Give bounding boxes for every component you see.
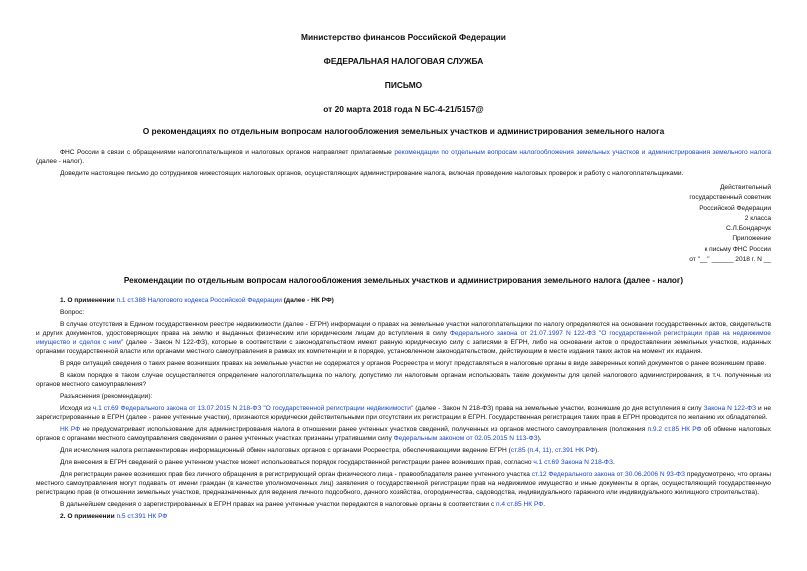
article-85-391-link[interactable]: ст.85 (п.4, 11), ст.391 НК РФ [510, 447, 596, 455]
law-218fz-link[interactable]: ч.1 ст.69 Федерального закона от 13.07.2015 N 218-ФЗ "О государственной регистрации недвижимости" [92, 405, 414, 413]
document-type: ПИСЬМО [384, 80, 423, 90]
intro-paragraph-1 [36, 148, 771, 166]
service-name: ФЕДЕРАЛЬНАЯ НАЛОГОВАЯ СЛУЖБА [323, 56, 484, 66]
article-69-218fz-link[interactable]: ч.1 ст.69 Закона N 218-ФЗ [533, 459, 613, 467]
a4-text: Для внесения в ЕГРН сведений о ранее учтенном участке может использоваться порядок государственной регистрации ранее возникших прав, согласно [60, 459, 534, 467]
a6-text: В дальнейшем сведения о зарегистрированных в ЕГРН правах на ранее учтенные участки передаются в налоговые органы в соответствии с [60, 501, 497, 509]
annex-ref: к письму ФНС России [704, 245, 771, 253]
article-85-9-2-link[interactable]: п.9.2 ст.85 НК РФ [647, 426, 702, 434]
article-391-5-link[interactable]: п.5 ст.391 НК РФ [116, 513, 168, 521]
law-122fz-short-link[interactable]: Закона N 122-ФЗ [703, 405, 757, 413]
q1-text-end: (далее - Закон N 122-ФЗ), которые в соответствии с законодательством имеют равную юридическую силу с записями в ЕГРН, либо на основании актов о предоставлении земельных участков, изданных органами государственной власти или органами местного самоуправления в рамках их компетенции и в порядке, установленном законодательством, действующим в месте издания таких актов на момент их издания. [36, 339, 772, 356]
a1-text-end: и не зарегистрированные в ЕГРН (далее - ранее учтенные участки), признаются юридически действительными при отсутствии их регистрации в ЕГРН. Государственная регистрация таких прав в ЕГРН проводится по желанию их обладателей. [36, 405, 771, 422]
answer-paragraph-6 [36, 500, 771, 509]
answer-paragraph-4 [36, 458, 771, 467]
intro-text: ФНС России в связи с обращениями налогоплательщиков и налоговых органов направляет прилагаемые [60, 149, 395, 156]
question-paragraph-3: В каком порядке в таком случае осуществляется определение налогоплательщика по налогу, допустимо ли налоговым органам использовать такие документы для целей налогового администрирования, в т.ч. полученные из органов местного самоуправления? [36, 372, 771, 389]
answer-paragraph-1 [36, 404, 771, 422]
recommendations-link[interactable]: рекомендации по отдельным вопросам налогообложения земельных участков и администрирования земельного налога [394, 149, 771, 156]
article-85-4-link[interactable]: п.4 ст.85 НК РФ [496, 501, 544, 509]
section-1-heading-end: (далее - НК РФ) [281, 297, 334, 305]
question-paragraph-2: В ряде ситуаций сведения о таких ранее возникших правах на земельные участки не содержатся у органов Росреестра и могут представляться в налоговые органы в виде заверенных копий документов о ранее возникшем праве. [60, 360, 767, 368]
signature-block [36, 183, 771, 265]
law-122fz-link[interactable]: Федерального закона от 21.07.1997 N 122-ФЗ "О государственной регистрации прав на недвижимое имущество и сделок с ним" [36, 330, 771, 347]
a3-text-end: ). [595, 447, 600, 455]
a4-text-end: . [612, 459, 615, 467]
signature-line: государственный советник [689, 194, 771, 202]
a1-text-mid: (далее - Закон N 218-ФЗ) права на земельные участки, возникшие до дня вступления в силу [413, 405, 704, 413]
law-113fz-link[interactable]: Федеральным законом от 02.05.2015 N 113-ФЗ [393, 435, 538, 443]
a5-text-end: предусмотрено, что органы местного самоуправления могут подавать от имени граждан (в качестве уполномоченных лиц) заявления о государственной регистрации прав на недвижимое имущество и иные документы в орган, осуществляющий государственную регистрацию прав (в отношении земельных участков, предназначенных для ведения личного подсобного, дачного хозяйства, огородничества, садоводства, индивидуального гаражного или индивидуального жилищного строительства). [36, 471, 771, 497]
signature-line: Действительный [719, 184, 771, 191]
a2-text-mid: об обмене налоговых органов с органами местного самоуправления сведениями о ранее учтенных участках признаны утратившими силу [36, 426, 771, 443]
question-label: Вопрос: [60, 309, 85, 317]
section-2-heading [36, 512, 771, 521]
signature-line: 2 класса [744, 214, 771, 222]
tax-code-article-388-link[interactable]: п.1 ст.388 Налогового кодекса Российской Федерации [116, 297, 282, 305]
a5-text: Для регистрации ранее возникших прав без личного обращения в регистрирующий орган физического лица - правообладателя ранее учтенного участка [60, 471, 532, 479]
signature-line: Российской Федерации [699, 204, 771, 212]
document-date-number: от 20 марта 2018 года N БС-4-21/5157@ [323, 104, 484, 114]
ministry-name: Министерство финансов Российской Федерации [301, 32, 506, 42]
q1-text: В случае отсутствия в Едином государственном реестре недвижимости (далее - ЕГРН) информации о правах на земельные участки налогоплательщики по налогу определяются на основании государственных актов, свидетельств и других документов, удостоверяющих права на землю и выданных физическим или юридическим лицам до вступления в силу [36, 321, 771, 338]
section-2-number: 2. О применении [60, 513, 117, 521]
annex-title: Рекомендации по отдельным вопросам налогообложения земельных участков и администрирования земельного налога (далее - налог) [123, 276, 684, 286]
answer-paragraph-3 [36, 446, 771, 455]
a2-text: не предусматривает использование для администрирования налога в отношении ранее учтенных участков сведений, полученных из органов местного самоуправления (положения [80, 426, 648, 434]
a1-text: Исходя из [60, 405, 93, 413]
intro-text-end: (далее - налог). [36, 158, 85, 165]
annex-label: Приложение [732, 235, 771, 243]
a6-text-end: . [543, 501, 546, 509]
answer-label: Разъяснения (рекомендации): [60, 393, 153, 401]
answer-paragraph-2 [36, 425, 771, 443]
document-subject: О рекомендациях по отдельным вопросам налогообложения земельных участков и администрирования земельного налога [142, 126, 665, 136]
tax-code-link[interactable]: НК РФ [60, 426, 81, 434]
law-93fz-link[interactable]: ст.12 Федерального закона от 30.06.2006 N 93-ФЗ [531, 471, 686, 479]
a3-text: Для исчисления налога регламентирован информационный обмен налоговых органов с органами Росреестра, обеспечивающими ведение ЕГРН ( [60, 447, 511, 455]
a2-text-end: ). [537, 435, 542, 443]
annex-date: от "__" ______ 2018 г. N __ [689, 256, 771, 264]
question-paragraph-1 [36, 320, 771, 356]
section-1-number: 1. О применении [60, 297, 117, 305]
section-1-heading [36, 296, 771, 305]
signature-name: С.Л.Бондарчук [725, 225, 771, 233]
intro-paragraph-2: Доведите настоящее письмо до сотрудников нижестоящих налоговых органов, осуществляющих администрирование налога, включая проведение налоговых проверок и работу с налогоплательщиками. [60, 170, 684, 177]
answer-paragraph-5 [36, 470, 771, 497]
